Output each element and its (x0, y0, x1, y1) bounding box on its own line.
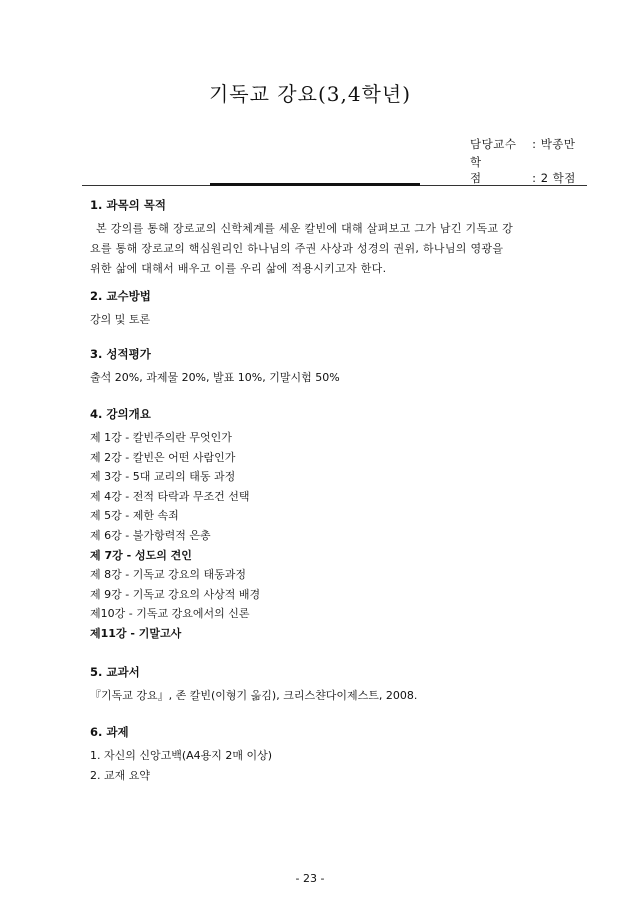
section-heading: 6. 과제 (90, 725, 129, 739)
assignment-item: 1. 자신의 신앙고백(A4용지 2매 이상) (90, 749, 273, 762)
outline-item: 제 8강 - 기독교 강요의 태동과정 (90, 568, 246, 582)
credit-value: 2 학점 (540, 171, 576, 185)
section-method (90, 288, 590, 330)
purpose-line-1: 본 강의를 통해 장로교의 신학체계를 세운 칼빈에 대해 살펴보고 그가 남긴 기독교 강 (96, 222, 514, 235)
professor-row (470, 136, 576, 152)
section-heading: 4. 강의개요 (90, 407, 151, 421)
outline-item: 제 4강 - 전적 타락과 무조건 선택 (90, 489, 250, 503)
section-heading: 1. 과목의 목적 (90, 198, 166, 212)
section-assignment (90, 724, 590, 785)
professor-label: 담당교수 (470, 137, 517, 151)
section-heading: 2. 교수방법 (90, 289, 151, 303)
outline-item: 제 3강 - 5대 교리의 태동 과정 (90, 470, 236, 484)
section-heading: 5. 교과서 (90, 665, 140, 679)
textbook-text: 『기독교 강요』, 존 칼빈(이형기 옮김), 크리스챤다이제스트, 2008. (90, 689, 418, 702)
section-textbook (90, 664, 590, 706)
purpose-line-2: 요를 통해 장로교의 핵심원리인 하나님의 주권 사상과 성경의 권위, 하나님의 영광을 (90, 242, 504, 255)
professor-separator: : (532, 137, 537, 151)
credit-label: 학점 (470, 155, 501, 185)
section-outline (90, 406, 590, 644)
grading-text: 출석 20%, 과제물 20%, 발표 10%, 기말시험 50% (90, 371, 340, 384)
page-number: - 23 - (295, 872, 325, 885)
section-heading: 3. 성적평가 (90, 347, 151, 361)
outline-item: 제 9강 - 기독교 강요의 사상적 배경 (90, 587, 261, 601)
credit-row (470, 154, 576, 186)
header-divider-accent (210, 183, 420, 186)
outline-item: 제 2강 - 칼빈은 어떤 사람인가 (90, 450, 236, 464)
outline-item: 제10강 - 기독교 강요에서의 신론 (90, 607, 250, 621)
outline-item: 제 1강 - 칼빈주의란 무엇인가 (90, 431, 232, 444)
purpose-line-3: 위한 삶에 대해서 배우고 이를 우리 삶에 적용시키고자 한다. (90, 262, 387, 275)
credit-separator: : (532, 171, 537, 185)
method-text: 강의 및 토론 (90, 313, 151, 326)
section-grading (90, 346, 590, 388)
outline-item: 제 5강 - 제한 속죄 (90, 509, 179, 523)
outline-item-highlight: 제 7강 - 성도의 견인 (90, 548, 192, 562)
document-title: 기독교 강요(3,4학년) (208, 82, 411, 106)
professor-value: 박종만 (540, 137, 576, 151)
section-purpose (90, 197, 590, 279)
outline-item-highlight: 제11강 - 기말고사 (90, 626, 182, 640)
outline-item: 제 6강 - 불가항력적 은총 (90, 528, 211, 542)
assignment-item: 2. 교재 요약 (90, 768, 150, 782)
